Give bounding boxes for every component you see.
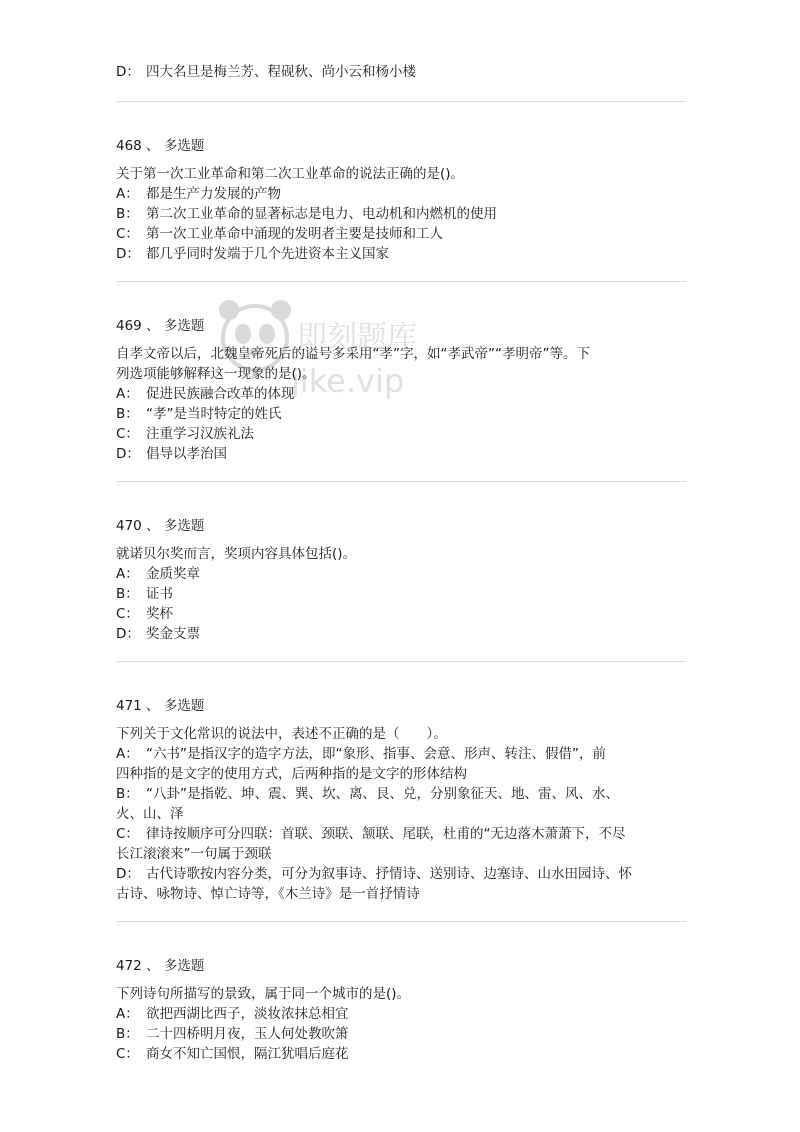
watermark-url: jike.vip <box>291 362 405 400</box>
option-row <box>116 1024 686 1044</box>
divider <box>116 661 686 662</box>
option-letter: C： <box>116 606 139 622</box>
option-text: 奖金支票 <box>146 626 200 642</box>
question-stem: 就诺贝尔奖而言，奖项内容具体包括()。 <box>116 546 357 562</box>
option-text: 倡导以孝治国 <box>146 446 227 462</box>
question-block <box>116 696 686 904</box>
option-text: “八卦”是指乾、坤、震、巽、坎、离、艮、兑，分别象征天、地、雷、风、水、 <box>146 786 619 802</box>
question-block <box>116 136 686 264</box>
option-text: “孝”是当时特定的姓氏 <box>146 406 282 422</box>
option-letter: D： <box>116 246 140 262</box>
option-text: 四大名旦是梅兰芳、程砚秋、尚小云和杨小楼 <box>146 64 416 80</box>
option-row <box>116 604 686 624</box>
option-letter: D： <box>116 866 140 882</box>
question-stem-line: 自孝文帝以后，北魏皇帝死后的谥号多采用“孝”字，如“孝武帝”“孝明帝”等。下 <box>116 346 590 362</box>
question-stem: 下列关于文化常识的说法中，表述不正确的是（ ）。 <box>116 726 447 742</box>
question-number: 472 、 多选题 <box>116 958 205 974</box>
question-number: 469 、 多选题 <box>116 318 205 334</box>
option-text: 金质奖章 <box>146 566 200 582</box>
option-text: 注重学习汉族礼法 <box>146 426 254 442</box>
question-stem: 下列诗句所描写的景致，属于同一个城市的是()。 <box>116 986 411 1002</box>
option-letter: B： <box>116 1026 139 1042</box>
option-row <box>116 564 686 584</box>
divider <box>116 481 686 482</box>
question-number: 468 、 多选题 <box>116 138 205 154</box>
option-text: 律诗按顺序可分四联：首联、颈联、颔联、尾联，杜甫的“无边落木萧萧下，不尽 <box>146 826 626 842</box>
question-stem-line: 列选项能够解释这一现象的是()。 <box>116 366 316 382</box>
option-letter: D： <box>116 64 140 80</box>
option-row <box>116 62 686 82</box>
option-row <box>116 224 686 244</box>
option-text: 促进民族融合改革的体现 <box>146 386 295 402</box>
divider <box>116 101 686 102</box>
question-block <box>116 516 686 644</box>
question-block <box>116 956 686 1064</box>
option-continuation: 火、山、泽 <box>116 806 184 822</box>
option-text: 古代诗歌按内容分类，可分为叙事诗、抒情诗、送别诗、边塞诗、山水田园诗、怀 <box>146 866 632 882</box>
option-row <box>116 1004 686 1024</box>
question-block <box>116 316 686 464</box>
option-text: 第一次工业革命中涌现的发明者主要是技师和工人 <box>146 226 443 242</box>
option-letter: A： <box>116 566 139 582</box>
option-continuation: 四种指的是文字的使用方式，后两种指的是文字的形体结构 <box>116 766 467 782</box>
option-letter: D： <box>116 446 140 462</box>
option-text: 商女不知亡国恨，隔江犹唱后庭花 <box>146 1046 349 1062</box>
option-letter: B： <box>116 586 139 602</box>
option-row <box>116 744 686 764</box>
option-text: 证书 <box>146 586 173 602</box>
option-letter: D： <box>116 626 140 642</box>
option-row <box>116 824 686 844</box>
option-row <box>116 204 686 224</box>
option-letter: B： <box>116 786 139 802</box>
option-letter: B： <box>116 406 139 422</box>
option-text: 欲把西湖比西子，淡妆浓抹总相宜 <box>146 1006 349 1022</box>
option-row <box>116 1044 686 1064</box>
option-row <box>116 384 686 404</box>
option-text: 第二次工业革命的显著标志是电力、电动机和内燃机的使用 <box>146 206 497 222</box>
option-letter: C： <box>116 826 139 842</box>
option-row <box>116 424 686 444</box>
option-row <box>116 444 686 464</box>
option-text: “六书”是指汉字的造字方法，即“象形、指事、会意、形声、转注、假借”，前 <box>146 746 606 762</box>
option-text: 二十四桥明月夜，玉人何处教吹箫 <box>146 1026 349 1042</box>
option-letter: A： <box>116 746 139 762</box>
question-number: 471 、 多选题 <box>116 698 205 714</box>
option-continuation: 古诗、咏物诗、悼亡诗等，《木兰诗》是一首抒情诗 <box>116 886 420 902</box>
question-number: 470 、 多选题 <box>116 518 205 534</box>
option-text: 都是生产力发展的产物 <box>146 186 281 202</box>
option-text: 都几乎同时发端于几个先进资本主义国家 <box>146 246 389 262</box>
option-row <box>116 864 686 884</box>
option-row <box>116 784 686 804</box>
option-letter: A： <box>116 1006 139 1022</box>
option-continuation: 长江滚滚来”一句属于颈联 <box>116 846 272 862</box>
divider <box>116 281 686 282</box>
watermark-text: 即刻题库 <box>297 320 417 355</box>
option-row <box>116 584 686 604</box>
option-letter: A： <box>116 386 139 402</box>
option-text: 奖杯 <box>146 606 173 622</box>
option-letter: A： <box>116 186 139 202</box>
option-letter: B： <box>116 206 139 222</box>
option-letter: C： <box>116 1046 139 1062</box>
option-letter: C： <box>116 226 139 242</box>
option-row <box>116 244 686 264</box>
option-row <box>116 624 686 644</box>
question-stem: 关于第一次工业革命和第二次工业革命的说法正确的是()。 <box>116 166 465 182</box>
option-row <box>116 184 686 204</box>
divider <box>116 921 686 922</box>
option-letter: C： <box>116 426 139 442</box>
option-row <box>116 404 686 424</box>
